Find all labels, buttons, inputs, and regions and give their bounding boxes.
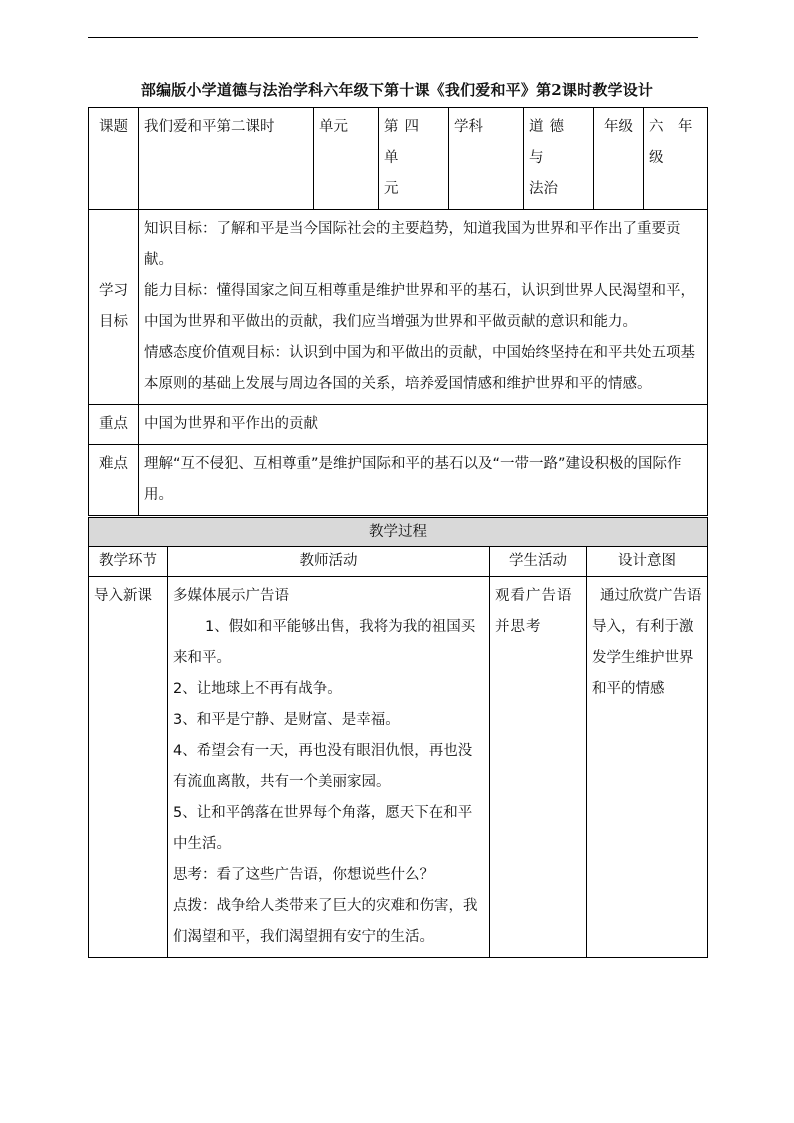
subject-value-line1: 道德与 (529, 119, 570, 166)
design-intent-cell: 通过欣赏广告语导入，有利于激发学生维护世界和平的情感 (587, 577, 708, 958)
lesson-info-table (88, 107, 708, 516)
teacher-activity-cell (168, 577, 490, 958)
header-rule (88, 37, 698, 38)
difficulty-row (89, 445, 708, 516)
unit-value-line1: 第四单 (384, 119, 425, 166)
teaching-process-table (88, 517, 708, 958)
grade-value-line2: 级 (649, 150, 664, 166)
difficulty-value: 理解“互不侵犯、互相尊重”是维护国际和平的基石以及“一带一路”建设积极的国际作用。 (139, 445, 708, 516)
teacher-guidance: 点拨：战争给人类带来了巨大的灾难和伤害，我们渴望和平，我们渴望拥有安宁的生活。 (173, 898, 478, 945)
header-stage: 教学环节 (89, 547, 168, 577)
topic-row (89, 108, 708, 210)
objectives-content (139, 210, 708, 405)
process-section-title: 教学过程 (89, 518, 708, 547)
objectives-label-line2: 目标 (99, 314, 128, 330)
grade-label: 年级 (594, 108, 644, 210)
process-header-row (89, 547, 708, 577)
objectives-label (89, 210, 139, 405)
grade-value (644, 108, 708, 210)
unit-value (379, 108, 449, 210)
key-point-value: 中国为世界和平作出的贡献 (139, 405, 708, 445)
slogan-5: 5、让和平鸽落在世界每个角落，愿天下在和平中生活。 (173, 805, 473, 852)
subject-value (524, 108, 594, 210)
slogan-3: 3、和平是宁静、是财富、是幸福。 (173, 712, 400, 728)
key-point-row (89, 405, 708, 445)
subject-value-line2: 法治 (529, 181, 558, 197)
slogan-2: 2、让地球上不再有战争。 (173, 681, 342, 697)
slogan-1: 1、假如和平能够出售，我将为我的祖国买来和平。 (173, 619, 476, 666)
unit-label: 单元 (314, 108, 379, 210)
unit-value-line2: 元 (384, 181, 399, 197)
objectives-row (89, 210, 708, 405)
emotion-objective: 情感态度价值观目标：认识到中国为和平做出的贡献，中国始终坚持在和平共处五项基本原则的基础上发展与周边各国的关系，培养爱国情感和维护世界和平的情感。 (144, 345, 695, 392)
slogan-4: 4、希望会有一天，再也没有眼泪仇恨，再也没有流血离散，共有一个美丽家园。 (173, 743, 473, 790)
key-point-label: 重点 (89, 405, 139, 445)
knowledge-objective: 知识目标：了解和平是当今国际社会的主要趋势，知道我国为世界和平作出了重要贡献。 (144, 221, 681, 268)
header-intent: 设计意图 (587, 547, 708, 577)
document-title: 部编版小学道德与法治学科六年级下第十课《我们爱和平》第2课时教学设计 (140, 81, 654, 99)
student-activity-cell: 观看广告语并思考 (490, 577, 587, 958)
header-student: 学生活动 (490, 547, 587, 577)
topic-value: 我们爱和平第二课时 (139, 108, 314, 210)
grade-value-line1: 六 年 (649, 119, 693, 135)
stage-cell: 导入新课 (89, 577, 168, 958)
teacher-line-intro: 多媒体展示广告语 (173, 588, 289, 604)
difficulty-label: 难点 (89, 445, 139, 516)
process-title-row (89, 518, 708, 547)
topic-label: 课题 (89, 108, 139, 210)
objectives-label-line1: 学习 (99, 283, 128, 299)
header-teacher: 教师活动 (168, 547, 490, 577)
thinking-question: 思考：看了这些广告语，你想说些什么？ (173, 867, 434, 883)
ability-objective: 能力目标：懂得国家之间互相尊重是维护世界和平的基石，认识到世界人民渴望和平，中国为世界和平做出的贡献，我们应当增强为世界和平做贡献的意识和能力。 (144, 283, 695, 330)
subject-label: 学科 (449, 108, 524, 210)
table-row (89, 577, 708, 958)
